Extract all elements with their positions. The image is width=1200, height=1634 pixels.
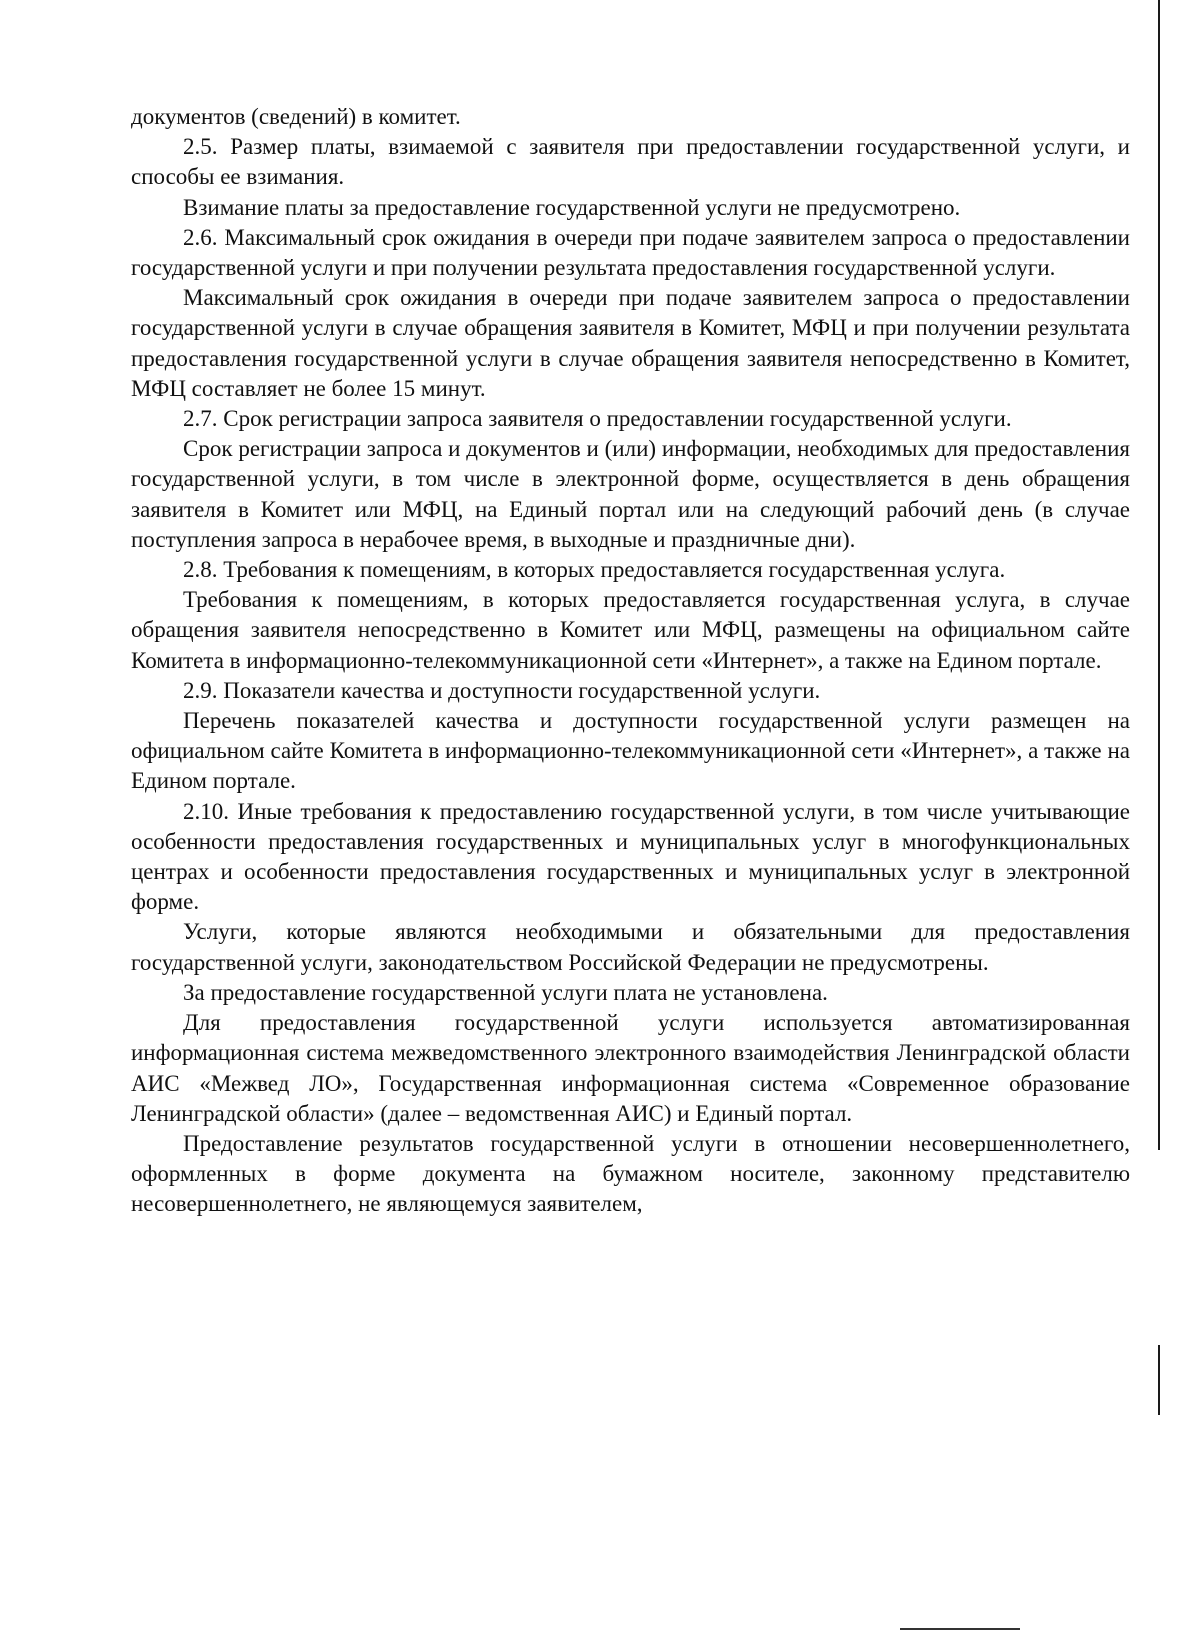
paragraph: За предоставление государственной услуги плата не установлена. [183, 979, 828, 1005]
paragraph: Срок регистрации запроса и документов и (или) информации, необходимых для предоставления государственной услуги, в том числе в электронной форме, осуществляется в день обращения заявителя в Комитет или МФЦ, на Единый портал или на следующий рабочий день (в случае поступления запроса в нерабочее время, в выходные и праздничные дни). [131, 436, 1130, 552]
scan-edge-line [1158, 1345, 1160, 1415]
scan-edge-line [900, 1628, 1020, 1630]
document-body [131, 102, 1130, 1220]
scan-edge-line [1158, 0, 1160, 1150]
section-heading: 2.10. Иные требования к предоставлению государственной услуги, в том числе учитывающие особенности предоставления государственных и муниципальных услуг в многофункциональных центрах и особенности предоставления государственных и муниципальных услуг в электронной форме. [131, 798, 1130, 915]
section-heading: 2.8. Требования к помещениям, в которых предоставляется государственная услуга. [183, 557, 1006, 583]
paragraph: Предоставление результатов государственной услуги в отношении несовершеннолетнего, оформленных в форме документа на бумажном носителе, законному представителю несовершеннолетнего, не являющемуся заявителем, [131, 1130, 1130, 1217]
paragraph: Взимание платы за предоставление государственной услуги не предусмотрено. [183, 194, 961, 220]
paragraph: Для предоставления государственной услуги используется автоматизированная информационная система межведомственного электронного взаимодействия Ленинградской области АИС «Межвед ЛО», Государственная информационная система «Современное образование Ленинградской области» (далее – ведомственная АИС) и Единый портал. [131, 1010, 1130, 1126]
paragraph: Требования к помещениям, в которых предоставляется государственная услуга, в случае обращения заявителя непосредственно в Комитет или МФЦ, размещены на официальном сайте Комитета в информационно-телекоммуникационной сети «Интернет», а также на Едином портале. [131, 587, 1130, 673]
paragraph: Услуги, которые являются необходимыми и обязательными для предоставления государственной услуги, законодательством Российской Федерации не предусмотрены. [131, 919, 1130, 975]
section-heading: 2.5. Размер платы, взимаемой с заявителя при предоставлении государственной услуги, и способы ее взимания. [131, 134, 1130, 190]
section-heading: 2.9. Показатели качества и доступности государственной услуги. [183, 677, 821, 703]
section-heading: 2.6. Максимальный срок ожидания в очереди при подаче заявителем запроса о предоставлении государственной услуги и при получении результата предоставления государственной услуги. [131, 224, 1130, 281]
section-heading: 2.7. Срок регистрации запроса заявителя о предоставлении государственной услуги. [183, 406, 1012, 432]
paragraph: Максимальный срок ожидания в очереди при подаче заявителем запроса о предоставлении государственной услуги в случае обращения заявителя в Комитет, МФЦ и при получении результата предоставления государственной услуги в случае обращения заявителя непосредственно в Комитет, МФЦ составляет не более 15 минут. [131, 285, 1130, 401]
paragraph: Перечень показателей качества и доступности государственной услуги размещен на официальном сайте Комитета в информационно-телекоммуникационной сети «Интернет», а также на Едином портале. [131, 708, 1130, 794]
paragraph: документов (сведений) в комитет. [131, 104, 461, 129]
